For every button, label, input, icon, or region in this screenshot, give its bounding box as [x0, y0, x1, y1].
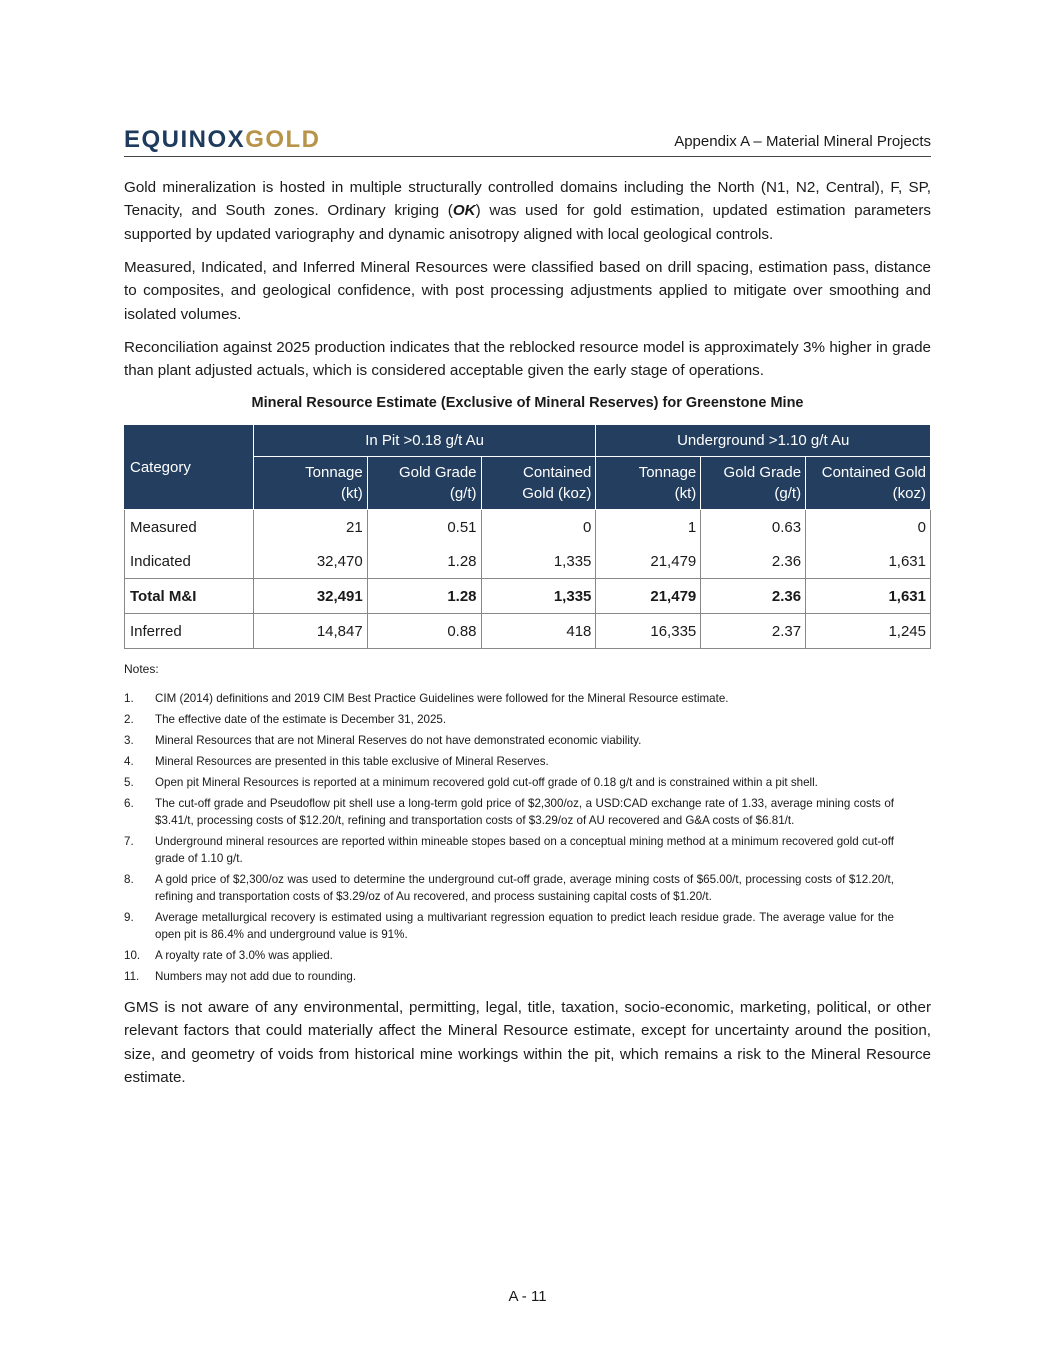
table-cell: 1,335 [481, 544, 596, 579]
table-cell: 1,631 [806, 544, 931, 579]
note-item: 5. Open pit Mineral Resources is reported at a minimum recovered gold cut-off grade of 0.18 g/t and is constrained within a pit shell. [124, 776, 818, 789]
table-row-measured [125, 510, 931, 545]
row-label: Total M&I [125, 579, 254, 614]
table-cell: 14,847 [253, 614, 367, 649]
table-cell: 418 [481, 614, 596, 649]
table-cell: 16,335 [596, 614, 701, 649]
column-header: Contained Gold (koz) [806, 457, 931, 510]
note-item: 11. Numbers may not add due to rounding. [124, 970, 357, 983]
table-row-inferred [125, 614, 931, 649]
paragraph-mineralization: Gold mineralization is hosted in multiple structurally controlled domains including the North (N1, N2, Central), F, SP, Tenacity, and South zones. Ordinary kriging (OK) was used for gold estimation, updated estimation parameters supported by updated variography and dynamic anisotropy aligned with local geological controls. [124, 179, 931, 243]
table-cell: 1 [596, 510, 701, 545]
table-cell: 32,470 [253, 544, 367, 579]
note-item: 1. CIM (2014) definitions and 2019 CIM Best Practice Guidelines were followed for the Mineral Resource estimate. [124, 692, 729, 705]
column-header: Tonnage (kt) [596, 457, 701, 510]
table-cell: 0.51 [367, 510, 481, 545]
table-cell: 1,245 [806, 614, 931, 649]
group-header-inpit: In Pit >0.18 g/t Au [253, 425, 596, 457]
notes-heading: Notes: [124, 662, 159, 676]
category-header: Category [125, 425, 254, 510]
note-item: 8. A gold price of $2,300/oz was used to determine the underground cut-off grade, average mining costs of $65.00/t, processing costs of $12.20/t, refining and transportation costs of $3.29/oz of Au recovered, and process sustaining capital costs of $1.20/t. [124, 873, 894, 903]
note-item: 4. Mineral Resources are presented in this table exclusive of Mineral Reserves. [124, 755, 549, 768]
table-row-total [125, 579, 931, 614]
table-title: Mineral Resource Estimate (Exclusive of Mineral Reserves) for Greenstone Mine [251, 395, 804, 411]
group-header-underground: Underground >1.10 g/t Au [596, 425, 931, 457]
table-cell: 21,479 [596, 544, 701, 579]
row-label: Indicated [125, 544, 254, 579]
resource-table [124, 424, 931, 649]
equinox-gold-logo: EQUINOXGOLD [124, 126, 321, 153]
note-item: 10. A royalty rate of 3.0% was applied. [124, 949, 333, 962]
column-header: Tonnage (kt) [253, 457, 367, 510]
note-item: 9. Average metallurgical recovery is estimated using a multivariant regression equation to predict leach residue grade. The average value for the open pit is 86.4% and underground value is 91%. [124, 911, 894, 941]
table-cell: 21,479 [596, 579, 701, 614]
table-cell: 2.36 [701, 579, 806, 614]
table-cell: 2.36 [701, 544, 806, 579]
paragraph-classification: Measured, Indicated, and Inferred Mineral Resources were classified based on drill spacing, estimation pass, distance to composites, and geological confidence, with post processing adjustments applied to mitigate over smoothing and isolated volumes. [124, 259, 931, 323]
table-row-indicated [125, 544, 931, 579]
column-header: Gold Grade (g/t) [367, 457, 481, 510]
table-cell: 32,491 [253, 579, 367, 614]
header-title: Appendix A – Material Mineral Projects [674, 133, 931, 150]
paragraph-reconciliation: Reconciliation against 2025 production indicates that the reblocked resource model is approximately 3% higher in grade than plant adjusted actuals, which is considered acceptable given the early stage of operations. [124, 339, 931, 380]
table-cell: 1,335 [481, 579, 596, 614]
table-cell: 1.28 [367, 544, 481, 579]
note-item: 7. Underground mineral resources are reported within mineable stopes based on a conceptual mining method at a minimum recovered gold cut-off grade of 1.10 g/t. [124, 835, 894, 865]
column-header: Contained Gold (koz) [481, 457, 596, 510]
table-cell: 0.63 [701, 510, 806, 545]
table-cell: 0 [481, 510, 596, 545]
row-label: Inferred [125, 614, 254, 649]
note-item: 3. Mineral Resources that are not Mineral Reserves do not have demonstrated economic viability. [124, 734, 642, 747]
table-cell: 21 [253, 510, 367, 545]
paragraph-risk-factors: GMS is not aware of any environmental, permitting, legal, title, taxation, socio-economic, marketing, political, or other relevant factors that could materially affect the Mineral Resource estimate, except for uncertainty around the position, size, and geometry of voids from historical mine workings within the pit, which remains a risk to the Mineral Resource estimate. [124, 999, 931, 1086]
table-cell: 2.37 [701, 614, 806, 649]
table-cell: 0.88 [367, 614, 481, 649]
table-cell: 1,631 [806, 579, 931, 614]
note-item: 2. The effective date of the estimate is December 31, 2025. [124, 713, 447, 726]
page-header [124, 126, 931, 157]
page-number: A - 11 [508, 1288, 547, 1305]
table-cell: 1.28 [367, 579, 481, 614]
table-cell: 0 [806, 510, 931, 545]
column-header: Gold Grade (g/t) [701, 457, 806, 510]
notes-list [124, 690, 894, 989]
note-item: 6. The cut-off grade and Pseudoflow pit shell use a long-term gold price of $2,300/oz, a USD:CAD exchange rate of 1.33, average mining costs of $3.41/t, processing costs of $12.20/t, refining and transportation costs of $3.29/oz of AU recovered and G&A costs of $6.81/t. [124, 797, 894, 827]
row-label: Measured [125, 510, 254, 545]
